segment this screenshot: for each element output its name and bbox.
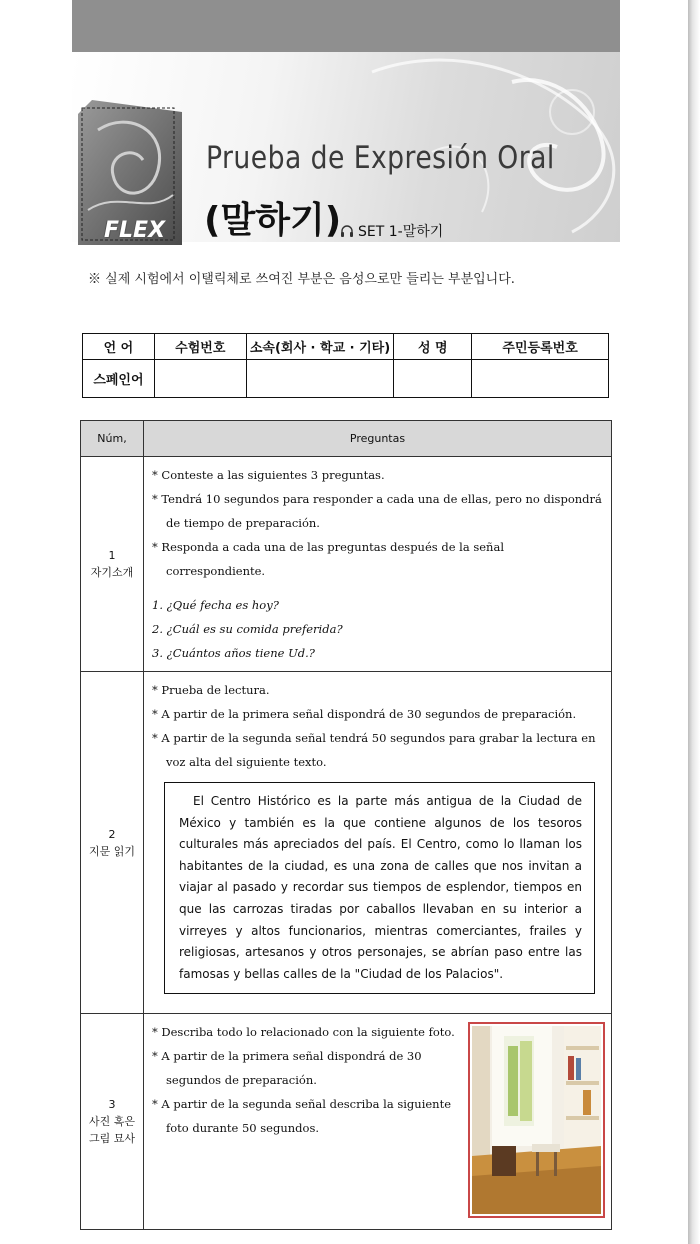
section-row [81, 672, 612, 1014]
question-item: 1. ¿Qué fecha es hoy? [152, 598, 279, 612]
section-number-cell [81, 457, 144, 672]
instruction: * A partir de la segunda señal tendrá 50 segundos para grabar la lectura en voz alta del siguiente texto. [152, 731, 596, 769]
instruction: * Responda a cada una de las preguntas después de la señal correspondiente. [152, 540, 504, 578]
section-number: 1 [108, 549, 116, 562]
section-label-line1: 사진 혹은 [88, 1115, 135, 1128]
value-language: 스페인어 [83, 360, 155, 398]
questions-table [80, 420, 612, 1230]
header-id-number: 주민등록번호 [472, 334, 609, 360]
section-number: 2 [108, 827, 116, 841]
header-affiliation: 소속(회사 · 학교 · 기타) [246, 334, 394, 360]
question-item: 3. ¿Cuántos años tiene Ud.? [152, 646, 315, 660]
set-label [340, 221, 443, 241]
instruction: * Prueba de lectura. [152, 683, 270, 697]
instruction: * A partir de la primera señal dispondrá de 30 segundos de preparación. [152, 1049, 422, 1087]
header-name: 성 명 [394, 334, 472, 360]
set-label-text: SET 1-말하기 [358, 224, 444, 240]
section-row [81, 1014, 612, 1230]
section-label: 지문 읽기 [88, 844, 135, 858]
instruction: * Tendrá 10 segundos para responder a cada una de ellas, pero no dispondrá de tiempo de preparación. [152, 492, 602, 530]
section-number-cell [81, 1014, 144, 1230]
instruction: * A partir de la segunda señal describa la siguiente foto durante 50 segundos. [152, 1097, 452, 1135]
headphones-icon [340, 224, 354, 238]
header-banner [72, 0, 620, 58]
header-exam-number: 수험번호 [154, 334, 246, 360]
column-number: Núm, [81, 421, 144, 457]
section-content [144, 672, 612, 1014]
section-content [144, 1014, 612, 1230]
column-questions: Preguntas [144, 421, 612, 457]
examinee-info-table [82, 333, 609, 398]
instruction: * A partir de la primera señal dispondrá de 30 segundos de preparación. [152, 707, 577, 721]
reading-passage: El Centro Histórico es la parte más antigua de la Ciudad de México y también es la que contiene algunos de los tesoros culturales más apreciados del país. El Centro, como lo llaman los habitantes de la ciudad, es una zona de calles que nos invitan a viajar al pasado y recordar sus tiempos de esplendor, tiempos en que las carrozas tiradas por caballos llevaban en su interior a virreyes y altos funcionarios, mientras comerciantes, frailes y religiosas, artesanos y otros personajes, se abrían paso entre las famosas y bellas calles de la "Ciudad de los Palacios". [164, 782, 595, 994]
room-photo [468, 1022, 605, 1218]
value-exam-number-field[interactable] [154, 360, 246, 398]
instruction: * Describa todo lo relacionado con la siguiente foto. [152, 1025, 455, 1039]
question-item: 2. ¿Cuál es su comida preferida? [152, 622, 343, 636]
italic-notice: ※ 실제 시험에서 이탤릭체로 쓰여진 부분은 음성으로만 들리는 부분입니다. [88, 272, 515, 287]
info-value-row [83, 360, 609, 398]
section-label: 자기소개 [90, 566, 134, 579]
questions-header-row [81, 421, 612, 457]
page-edge-shadow [688, 0, 700, 1244]
section-number-cell [81, 672, 144, 1014]
info-header-row [83, 334, 609, 360]
value-id-number-field[interactable] [472, 360, 609, 398]
section-row [81, 457, 612, 672]
header-language: 언 어 [83, 334, 155, 360]
instruction: * Conteste a las siguientes 3 preguntas. [152, 468, 385, 482]
section-number: 3 [108, 1098, 116, 1111]
flex-logo-text: FLEX [104, 218, 166, 243]
page-title-korean: (말하기) [204, 200, 342, 241]
section-content [144, 457, 612, 672]
section-label-line2: 그림 묘사 [88, 1132, 135, 1145]
value-name-field[interactable] [394, 360, 472, 398]
value-affiliation-field[interactable] [246, 360, 394, 398]
page-title-spanish: Prueba de Expresión Oral [206, 140, 555, 176]
